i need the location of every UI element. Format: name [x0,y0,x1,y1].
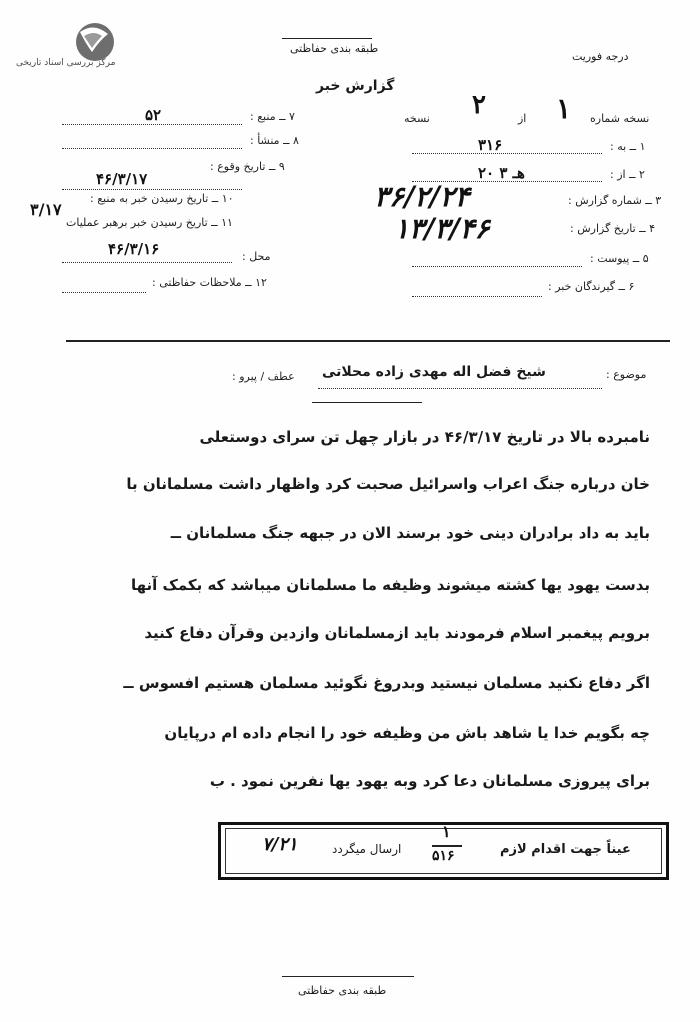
value-to: ۳۱۶ [478,136,503,154]
stamp-action: ارسال میگردد [332,842,402,856]
report-title: گزارش خبر [316,78,395,94]
value-location: ۴۶/۳/۱۶ [108,240,160,258]
subject-text: شیخ فضل اله مهدی زاده محلاتی [322,364,546,380]
archive-logo-icon [22,18,132,78]
body-line-4: بدست یهود یها کشته میشوند وظیفه ما مسلمانان میباشد که بکمک آنها [130,576,650,594]
field-origin: ۸ ــ منشأ : [250,134,299,147]
footer-rule [282,976,414,977]
dots-origin [62,148,242,149]
copy-total: ۲ [472,90,486,120]
field-news-to-source: ۱۰ ــ تاریخ رسیدن خبر به منبع : [90,192,234,205]
value-occurrence-date: ۴۶/۳/۱۷ [96,170,148,188]
body-line-7: چه بگویم خدا یا شاهد باش من وظیفه خود را انجام داده ام درپایان [164,724,650,742]
stamp-fraction-top: ۱ [442,822,451,841]
priority-label: درجه فوریت [572,50,629,63]
subject-extra: عطف / پیرو : [232,370,295,383]
body-line-3: باید به داد برادران دینی خود برسند الان در جبهه جنگ مسلمانان ــ [170,524,650,542]
dots-attachment [412,266,582,267]
body-line-2: خان درباره جنگ اعراب واسرائیل صحبت کرد واظهار داشت مسلمانان با [126,475,650,493]
dots-subject [318,388,602,389]
stamp-text: عیناً جهت اقدام لازم [500,842,631,857]
copy-number: ۱ [556,92,572,125]
field-attachment: ۵ ــ پیوست : [590,252,649,265]
field-report-number: ۳ ــ شماره گزارش : [568,194,662,207]
subject-underline [312,402,422,403]
stamp-number: ۷/۲۱ [262,834,298,855]
copy-number-label: نسخه شماره [590,112,650,125]
field-occurrence-date: ۹ ــ تاریخ وقوع : [210,160,285,173]
body-line-5: برویم پیغمبر اسلام فرمودند باید ازمسلمانان وازدین وقرآن دفاع کنید [144,624,650,642]
dots-occurrence-date [62,189,242,190]
value-from: ۲۰ هـ ۳ [478,164,525,182]
copy-of: از [518,112,527,125]
field-location: محل : [242,250,271,263]
dots-location [62,262,232,263]
value-report-number: ۳۶/۲/۲۴ [374,180,470,213]
field-news-to-operations: ۱۱ ــ تاریخ رسیدن خبر برهبر عملیات [66,216,233,229]
classification-top: طبقه بندی حفاظتی [290,42,379,55]
field-recipients: ۶ ــ گیرندگان خبر : [548,280,635,293]
field-source: ۷ ــ منبع : [250,110,295,123]
dots-source [62,124,242,125]
logo-caption: مرکز بررسی اسناد تاریخی [16,58,116,68]
dots-recipients [412,296,542,297]
field-to: ۱ ــ به : [610,140,646,153]
classification-bottom: طبقه بندی حفاظتی [298,984,387,997]
subject-divider [66,340,670,342]
stamp-fraction-bar [432,845,462,847]
value-report-date: ۱۳/۳/۴۶ [394,212,490,245]
subject-label: موضوع : [606,368,647,381]
copy-word: نسخه [404,112,430,125]
value-source: ۵۲ [145,106,162,124]
stamp-fraction-bottom: ۵۱۶ [432,848,455,864]
field-report-date: ۴ ــ تاریخ گزارش : [570,222,656,235]
body-line-1: نامبرده بالا در تاریخ ۴۶/۳/۱۷ در بازار چهل تن سرای دوستعلی [199,428,650,446]
body-line-6: اگر دفاع نکنید مسلمان نیستید وبدروغ نگوئید مسلمان هستیم افسوس ــ [123,674,650,692]
field-from: ۲ ــ از : [610,168,645,181]
field-security-notes: ۱۲ ــ ملاحظات حفاظتی : [152,276,267,289]
dots-to [412,153,602,154]
body-line-8: برای پیروزی مسلمانان دعا کرد وبه یهود یها نفرین نمود . ب [209,772,650,790]
header-rule [282,38,372,39]
dots-security-notes [62,292,146,293]
value-news-to-operations: ۳/۱۷ [30,200,62,219]
